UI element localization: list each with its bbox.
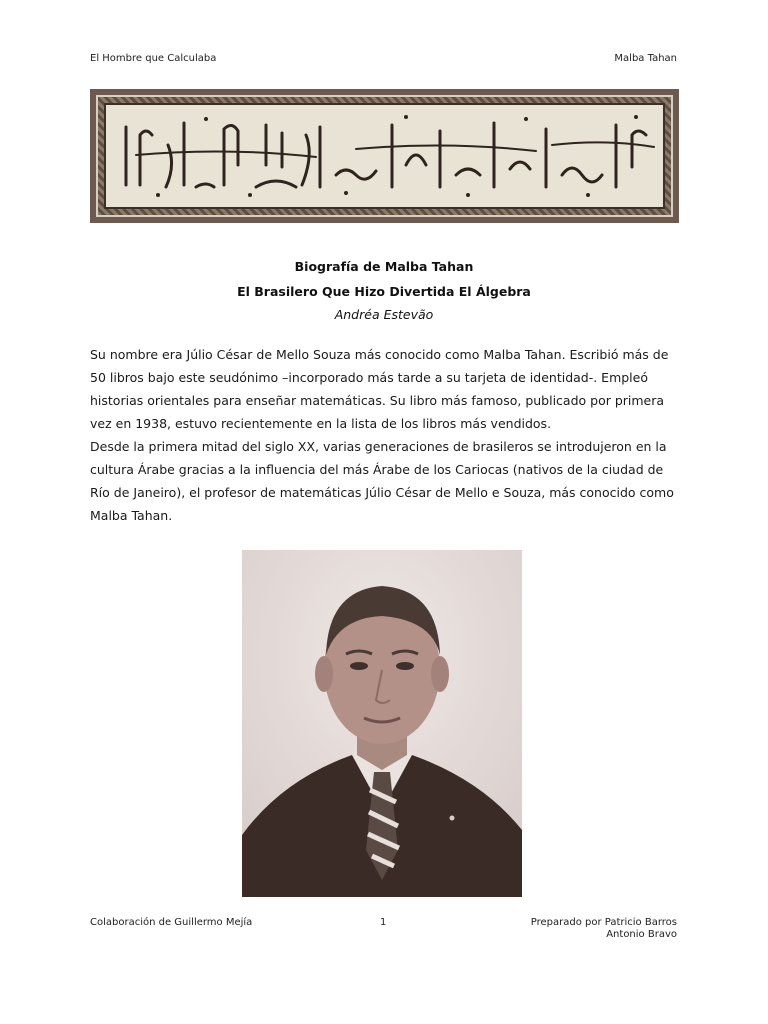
footer-collaboration: Colaboración de Guillermo Mejía (90, 917, 253, 928)
header-book-title: El Hombre que Calculaba (90, 53, 217, 64)
body-paragraph-1: Su nombre era Júlio César de Mello Souza más conocido como Malba Tahan. Escribió más de 50 libros bajo este seudónimo –incorporado más tarde a su tarjeta de identidad-. Empleó historias orientales para enseñar matemáticas. Su libro más famoso, publicado por primera vez en 1938, estuvo recientemente en la lista de los libros más vendidos. (90, 347, 669, 431)
portrait-image (242, 550, 522, 897)
title-block (0, 254, 768, 326)
article-author: Andréa Estevão (334, 307, 434, 322)
header-author: Malba Tahan (614, 53, 677, 64)
footer-prepared-by (531, 917, 677, 941)
calligraphy-banner (90, 89, 679, 223)
title-heading: Biografía de Malba Tahan (294, 259, 474, 274)
banner-calligraphy-panel (104, 103, 665, 209)
footer-prepared-line1: Preparado por Patricio Barros (530, 917, 677, 928)
running-header (90, 53, 677, 64)
subtitle-heading: El Brasilero Que Hizo Divertida El Álgebra (237, 284, 531, 299)
body-paragraph-2: Desde la primera mitad del siglo XX, varias generaciones de brasileros se introdujeron en la cultura Árabe gracias a la influencia del más Árabe de los Cariocas (nativos de la ciudad de Río de Janeiro), el profesor de matemáticas Júlio César de Mello e Souza, más conocido como Malba Tahan. (90, 439, 674, 523)
page-number: 1 (380, 917, 387, 928)
calligraphy-image (106, 105, 663, 207)
portrait-photo (242, 550, 522, 897)
body-text (90, 343, 680, 527)
footer-prepared-line2: Antonio Bravo (606, 929, 677, 940)
